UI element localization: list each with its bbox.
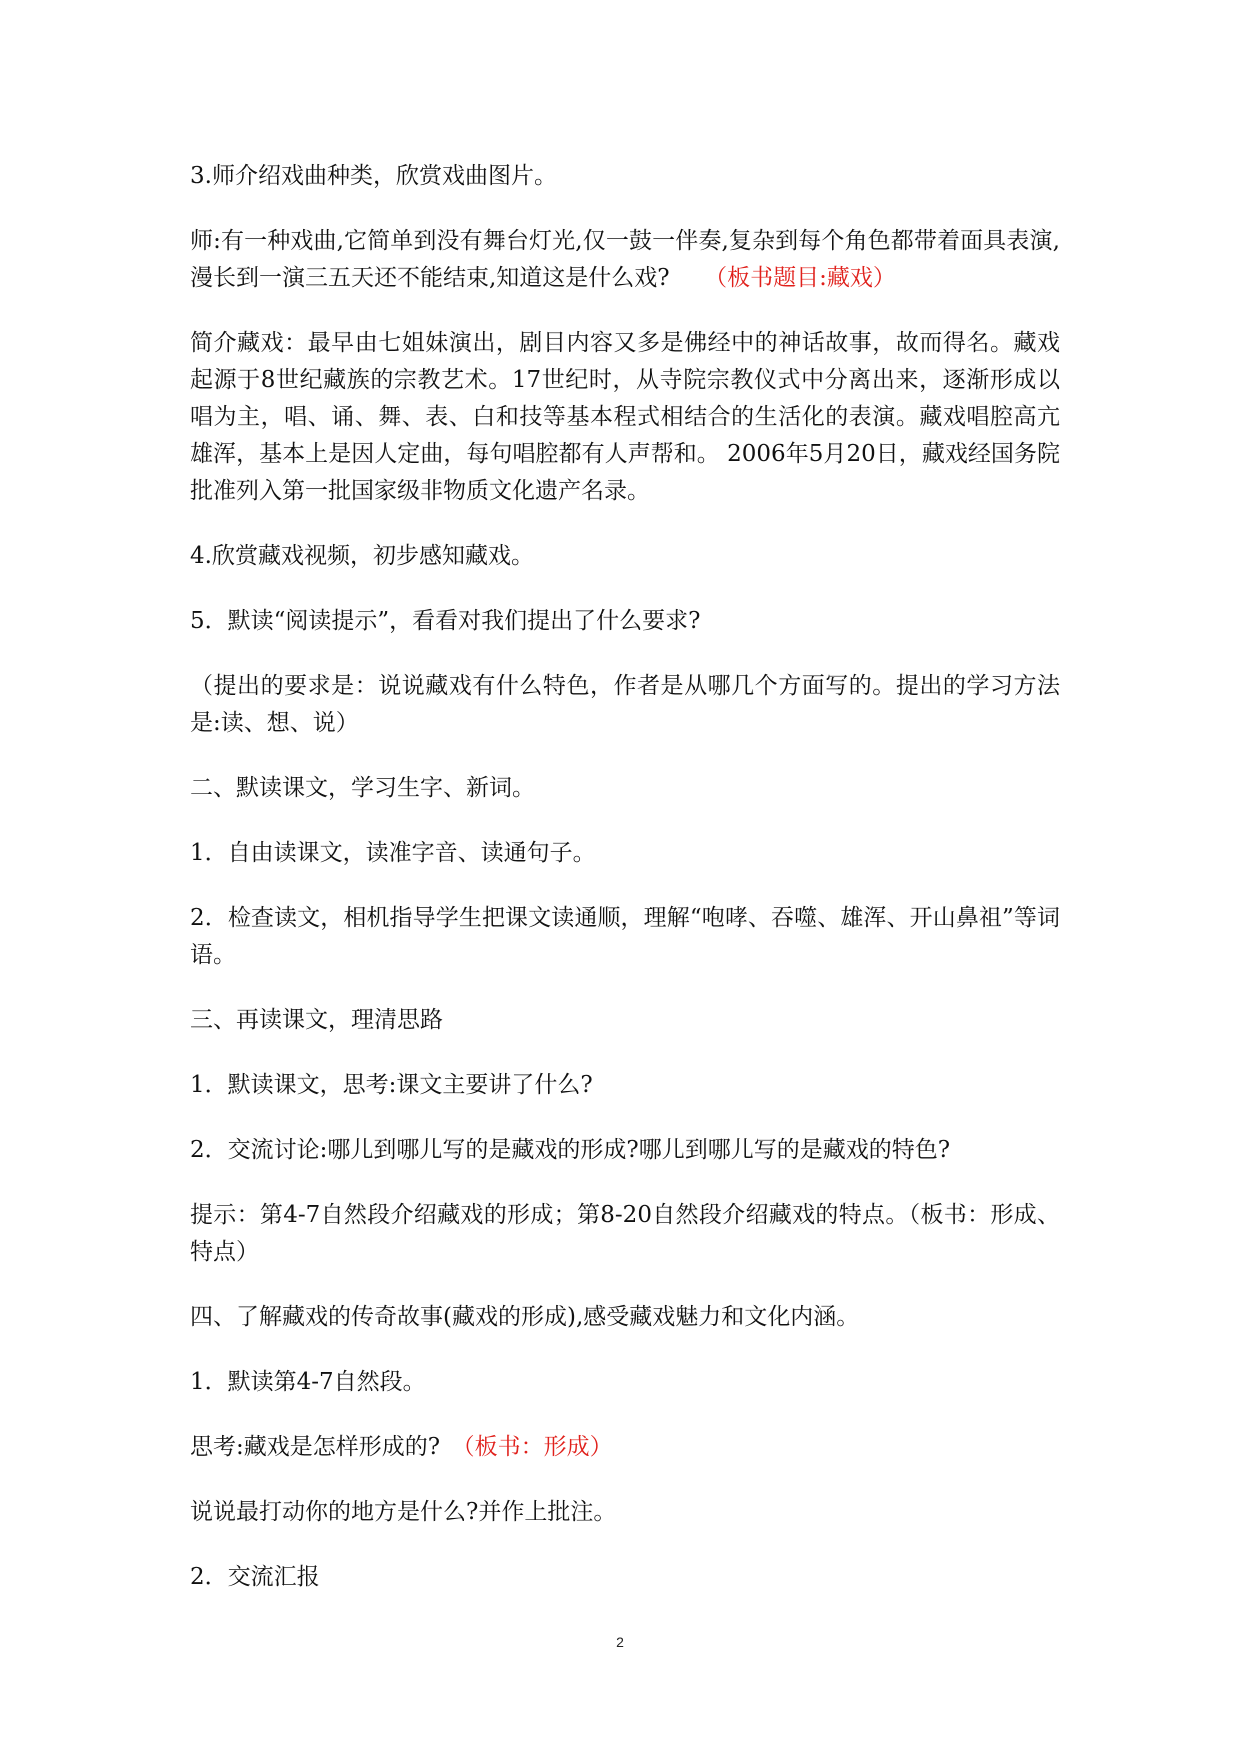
paragraph-text: 三、再读课文，理清思路 (190, 1007, 443, 1033)
paragraph-teacher-question (190, 223, 1060, 297)
blackboard-note: （板书题目:藏戏） (715, 265, 896, 291)
paragraph-text: 简介藏戏：最早由七姐妹演出，剧目内容又多是佛经中的神话故事，故而得名。藏戏起源于8世纪藏族的宗教艺术。17世纪时，从寺院宗教仪式中分离出来，逐渐形成以唱为主，唱、诵、舞、表、白和技等基本程式相结合的生活化的表演。藏戏唱腔高亢雄浑，基本上是因人定曲，每句唱腔都有人声帮和。 2006年5月20日，藏戏经国务院批准列入第一批国家级非物质文化遗产名录。 (190, 330, 1060, 504)
paragraph-read-4-7 (190, 1364, 1060, 1401)
paragraph-intro-drama-types (190, 158, 1060, 195)
paragraph-silent-reading (190, 1067, 1060, 1104)
paragraph-discussion (190, 1132, 1060, 1169)
document-body (190, 158, 1060, 1624)
section-heading-2 (190, 770, 1060, 807)
paragraph-text: 5．默读“阅读提示”，看看对我们提出了什么要求? (190, 608, 701, 634)
paragraph-text: 1．自由读课文，读准字音、读通句子。 (190, 840, 596, 866)
paragraph-text: 说说最打动你的地方是什么?并作上批注。 (190, 1499, 617, 1525)
paragraph-free-reading (190, 835, 1060, 872)
section-heading-3 (190, 1002, 1060, 1039)
section-heading-4 (190, 1299, 1060, 1336)
paragraph-text: 四、了解藏戏的传奇故事(藏戏的形成),感受藏戏魅力和文化内涵。 (190, 1304, 860, 1330)
paragraph-text: 二、默读课文，学习生字、新词。 (190, 775, 535, 801)
paragraph-text: 1．默读第4-7自然段。 (190, 1369, 426, 1395)
paragraph-text: 2．交流讨论:哪儿到哪儿写的是藏戏的形成?哪儿到哪儿写的是藏戏的特色? (190, 1137, 951, 1163)
paragraph-check-reading (190, 900, 1060, 974)
paragraph-text: 4.欣赏藏戏视频，初步感知藏戏。 (190, 543, 534, 569)
paragraph-text: （提出的要求是：说说藏戏有什么特色，作者是从哪几个方面写的。提出的学习方法是:读、想、说） (190, 673, 1060, 736)
paragraph-requirements (190, 668, 1060, 742)
paragraph-text: 1．默读课文，思考:课文主要讲了什么? (190, 1072, 593, 1098)
paragraph-think-formation (190, 1429, 1060, 1466)
paragraph-watch-video (190, 538, 1060, 575)
page-number: 2 (616, 1634, 624, 1650)
paragraph-text: 师:有一种戏曲,它简单到没有舞台灯光,仅一鼓一伴奏,复杂到每个角色都带着面具表演,漫长到一演三五天还不能结束,知道这是什么戏? (190, 228, 1060, 291)
paragraph-text: 2．交流汇报 (190, 1564, 320, 1590)
paragraph-text: 3.师介绍戏曲种类，欣赏戏曲图片。 (190, 163, 557, 189)
blackboard-note: （板书：形成） (463, 1434, 613, 1460)
paragraph-text: 2．检查读文，相机指导学生把课文读通顺，理解“咆哮、吞噬、雄浑、开山鼻祖”等词语。 (190, 905, 1060, 968)
paragraph-tibetan-opera-intro (190, 325, 1060, 510)
paragraph-hint (190, 1197, 1060, 1271)
paragraph-report (190, 1559, 1060, 1596)
paragraph-text: 思考:藏戏是怎样形成的? (190, 1434, 464, 1460)
paragraph-text: 提示：第4-7自然段介绍藏戏的形成；第8-20自然段介绍藏戏的特点。（板书：形成、特点） (190, 1202, 1060, 1265)
paragraph-annotate (190, 1494, 1060, 1531)
paragraph-reading-tips (190, 603, 1060, 640)
